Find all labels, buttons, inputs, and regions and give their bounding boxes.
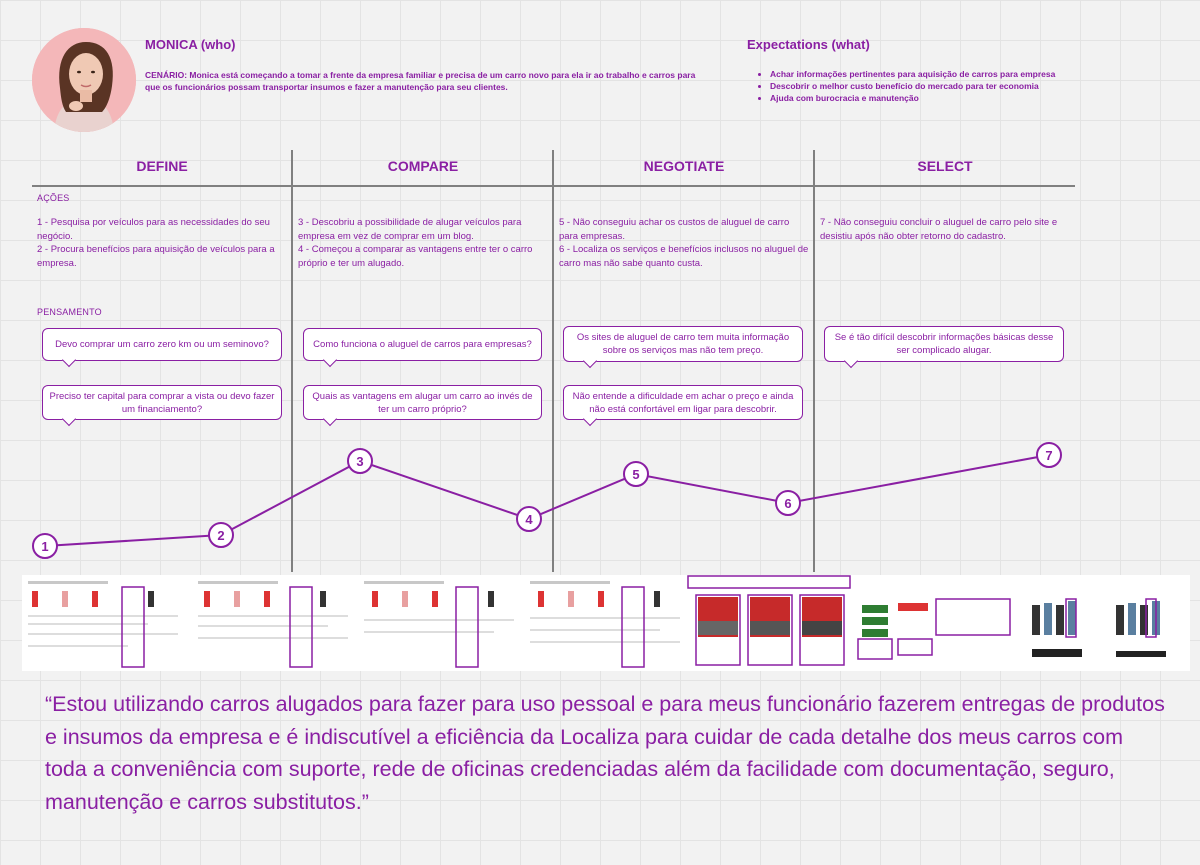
- persona-scenario: CENÁRIO: Monica está começando a tomar a frente da empresa familiar e precisa de um carro novo para ela ir ao trabalho e carros para que os funcionários possam transportar insumos e fazer a manutenção para seu clientes.: [145, 70, 696, 92]
- action-text: 2 - Procura benefícios para aquisição de veículos para a empresa.: [37, 244, 275, 269]
- thought-bubble: Preciso ter capital para comprar a vista ou devo fazer um financiamento?: [42, 385, 282, 420]
- thought-bubble: Como funciona o aluguel de carros para empresas?: [303, 328, 542, 361]
- journey-point: [33, 534, 57, 558]
- thought-bubble: Não entende a dificuldade em achar o preço e ainda não está confortável em ligar para descobrir.: [563, 385, 803, 420]
- expectation-item: • Achar informações pertinentes para aquisição de carros para empresa: [770, 68, 1055, 80]
- actions-label: AÇÕES: [37, 193, 70, 203]
- customer-quote: “Estou utilizando carros alugados para fazer para uso pessoal e para meus funcionário fazerem entregas de produtos e insumos da empresa e é indiscutível a eficiência da Localiza para cuidar de cada detalhe dos meus carros com toda a conveniência com suporte, rede de oficinas credenciadas além da facilidade com documentação, seguro, manutenção e carros substitutos.”: [45, 692, 1165, 814]
- expectations-title: Expectations (what): [747, 37, 870, 52]
- action-text: 3 - Descobriu a possibilidade de alugar veículos para empresa em vez de comprar em um blog.: [298, 217, 522, 242]
- journey-point-label: 6: [784, 496, 792, 511]
- expectation-item: • Descobrir o melhor custo benefício do mercado para ter economia: [770, 80, 1055, 92]
- phase-negotiate: NEGOTIATE: [643, 158, 725, 174]
- evidence-thumbnails: [22, 575, 1190, 671]
- journey-point-label: 4: [525, 512, 533, 527]
- persona-name: MONICA (who): [145, 37, 236, 52]
- action-text: 4 - Começou a comparar as vantagens entre ter o carro próprio e ter um alugado.: [298, 244, 533, 269]
- thoughts-label: PENSAMENTO: [37, 307, 102, 317]
- action-text: 7 - Não conseguiu concluir o aluguel de carro pelo site e desistiu após não obter retorno do cadastro.: [820, 217, 1058, 242]
- action-text: 6 - Localiza os serviços e benefícios inclusos no aluguel de carro mas não sabe quanto custa.: [559, 244, 809, 269]
- journey-point: [624, 462, 648, 486]
- thought-bubble: Os sites de aluguel de carro tem muita informação sobre os serviços mas não tem preço.: [563, 326, 803, 362]
- journey-point: [517, 507, 541, 531]
- journey-point-label: 1: [41, 539, 49, 554]
- journey-point-label: 7: [1045, 448, 1053, 463]
- journey-point: [348, 449, 372, 473]
- phase-define: DEFINE: [136, 158, 188, 174]
- expectation-item: • Ajuda com burocracia e manutenção: [770, 92, 1055, 104]
- journey-point: [1037, 443, 1061, 467]
- journey-point-label: 5: [632, 467, 640, 482]
- action-text: 5 - Não conseguiu achar os custos de aluguel de carro para empresas.: [559, 217, 790, 242]
- thought-bubble: Se é tão difícil descobrir informações básicas desse ser complicado alugar.: [824, 326, 1064, 362]
- journey-point: [209, 523, 233, 547]
- thought-bubble: Devo comprar um carro zero km ou um seminovo?: [42, 328, 282, 361]
- phase-compare: COMPARE: [387, 158, 459, 174]
- action-text: 1 - Pesquisa por veículos para as necessidades do seu negócio.: [37, 217, 270, 242]
- journey-point: [776, 491, 800, 515]
- journey-point-label: 2: [217, 528, 225, 543]
- thought-bubble: Quais as vantagens em alugar um carro ao invés de ter um carro próprio?: [303, 385, 542, 420]
- phase-select: SELECT: [917, 158, 973, 174]
- journey-point-label: 3: [356, 454, 364, 469]
